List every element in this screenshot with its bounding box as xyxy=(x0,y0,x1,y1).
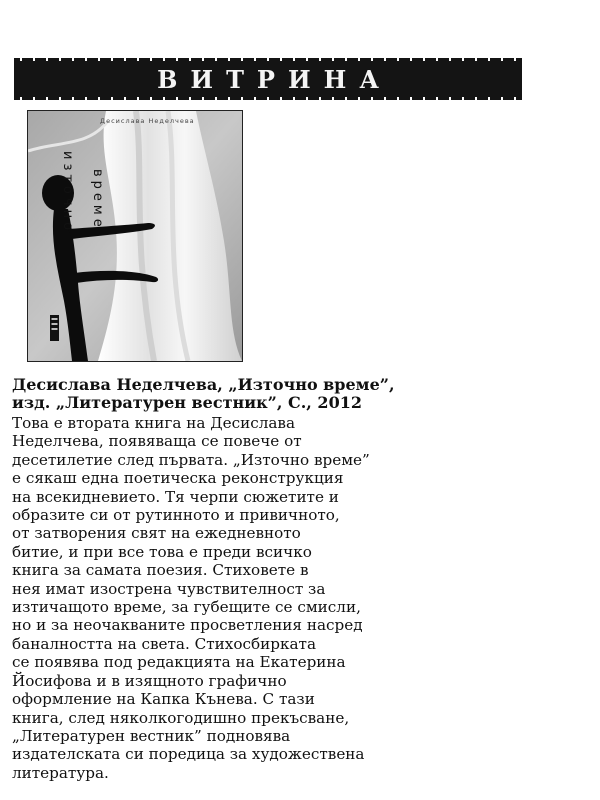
review-line: книга, след няколкогодишно прекъсване, xyxy=(12,708,350,727)
section-title: ВИТРИНА xyxy=(157,64,392,94)
review-line: битие, и при все това е преди всичко xyxy=(12,542,312,561)
review-line: образите си от рутинното и привичното, xyxy=(12,506,340,525)
review-line: баналността на света. Стихосбирката xyxy=(12,634,316,653)
cover-publisher-mark-detail xyxy=(52,323,58,325)
review-line: нея имат изострена чувствителност за xyxy=(12,579,326,598)
cover-publisher-mark-detail xyxy=(52,318,58,320)
review-line: десетилетие след първата. „Източно време” xyxy=(12,450,370,469)
review-line: Йосифова и в изящното графично xyxy=(12,671,287,690)
review-line: издателската си поредица за художествена xyxy=(12,745,365,764)
cover-author-text: Десислава Неделчева xyxy=(100,117,195,125)
section-header-bar xyxy=(14,60,522,98)
review-line: на всекидневието. Тя черпи сюжетите и xyxy=(12,487,339,506)
cover-title-line2: време xyxy=(90,169,105,231)
review-line: книга за самата поезия. Стиховете в xyxy=(12,561,309,580)
book-heading-line: изд. „Литературен вестник”, С., 2012 xyxy=(12,393,362,412)
cover-title-line1: източно xyxy=(60,151,75,235)
review-line: „Литературен вестник” подновява xyxy=(12,726,291,745)
book-heading xyxy=(12,376,512,412)
book-heading-line: Десислава Неделчева, „Източно време”, xyxy=(12,375,395,394)
book-cover-illustration xyxy=(28,111,242,361)
book-cover-image xyxy=(27,110,243,362)
review-line: Това е втората книга на Десислава xyxy=(12,414,296,432)
book-review-article xyxy=(12,376,512,782)
review-line: изтичащото време, за губещите се смисли, xyxy=(12,598,361,617)
review-line: литература. xyxy=(12,763,109,782)
review-line: но и за неочакваните просветления насред xyxy=(12,616,363,635)
review-line: оформление на Капка Кънева. С тази xyxy=(12,690,315,709)
review-line: Неделчева, появяваща се повече от xyxy=(12,432,302,451)
review-line: е сякаш една поетическа реконструкция xyxy=(12,469,344,488)
review-line: се появява под редакцията на Екатерина xyxy=(12,653,346,672)
cover-publisher-mark-detail xyxy=(52,328,58,330)
review-line: от затворения свят на ежедневното xyxy=(12,524,301,543)
review-body xyxy=(12,414,512,782)
